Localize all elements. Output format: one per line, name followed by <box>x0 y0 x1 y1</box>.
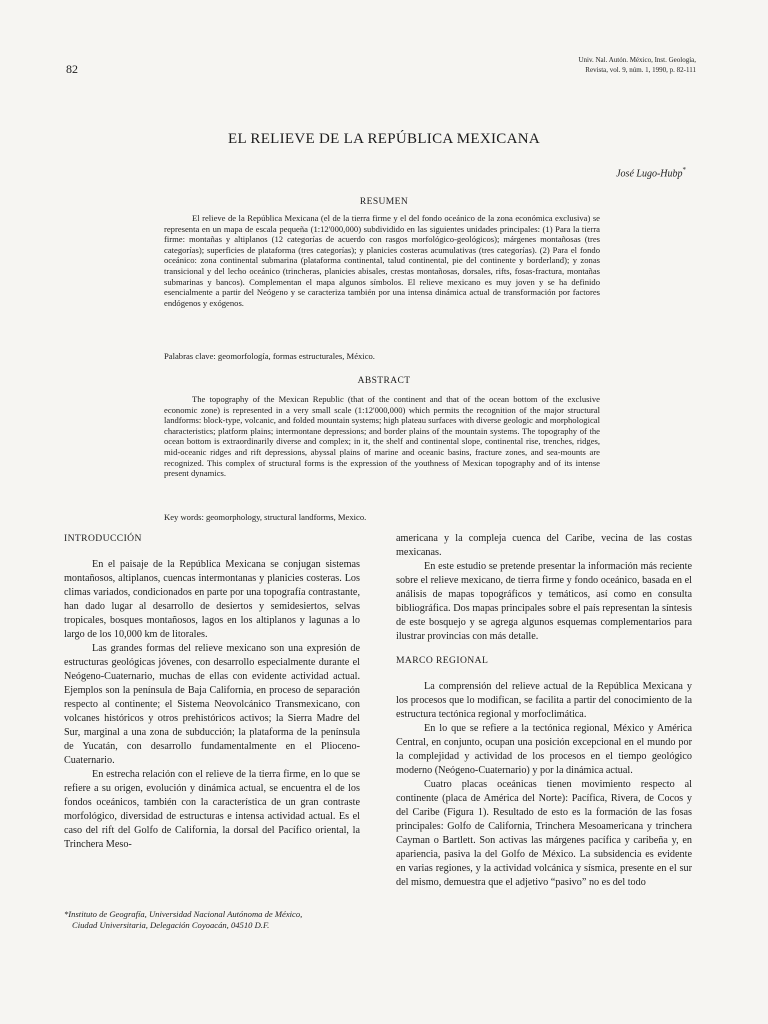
right-column <box>396 532 692 890</box>
journal-reference <box>496 55 696 75</box>
marco-regional-heading: MARCO REGIONAL <box>396 655 489 666</box>
marco-paragraph-1: La comprensión del relieve actual de la República Mexicana y los procesos que lo modifican, se facilita a partir del conocimiento de la estructura tectónica regional y morfoclimática. <box>396 681 692 720</box>
intro-paragraph-continued: americana y la compleja cuenca del Caribe, vecina de las costas mexicanas. <box>396 533 692 558</box>
marco-paragraph-3: Cuatro placas oceánicas tienen movimiento respecto al continente (placa de América del Norte): Pacífica, Rivera, de Cocos y del Caribe (Figura 1). Resultado de esto es la formación de las fosas principales: Golfo de California, Trinchera Mesoamericana y trinchera Cayman o Bartlett. Son activas las márgenes pacífica y caribeña y, en apariencia, pasiva la del Golfo de México. La subsidencia es evidente en varias regiones, y la actividad volcánica y sísmica, presente en el sur del mismo, demuestra que el adjetivo “pasivo” no es del todo <box>396 779 692 888</box>
left-column <box>64 532 360 852</box>
intro-paragraph-3: En estrecha relación con el relieve de la tierra firme, en lo que se refiere a su origen, evolución y dinámica actual, se encuentra el de los fondos oceánicos, también con la característica de un gran contraste morfológico, diversidad de estructuras e intensa actividad actual. Es el caso del rift del Golfo de California, la dorsal del Pacífico oriental, la Trinchera Meso- <box>64 769 360 850</box>
abstract-keywords: Key words: geomorphology, structural landforms, Mexico. <box>164 512 367 522</box>
resumen-text: El relieve de la República Mexicana (el de la tierra firme y el del fondo oceánico de la zona económica exclusiva) se representa en un mapa de escala pequeña (1:12'000,000) subdividido en las siguientes unidades principales: (1) Para la tierra firme: montañas y altiplanos (12 categorías de acuerdo con rasgos morfológico-geológicos); márgenes montañosas (tres categorías); superficies de plataforma (tres categorías); y planicies costeras acumulativas (tres categorías). (2) Para el fondo oceánico: zona continental submarina (plataforma continental, talud continental, pie del continente y borderland); y zonas transicional y del lecho oceánico (trincheras, planicies abisales, crestas montañosas, dorsales, rifts, fosas-fractura, montañas submarinas y bancos). Complementan el mapa algunos símbolos. El relieve mexicano es muy joven y se ha definido esencialmente a partir del Neógeno y se caracteriza también por una intensa dinámica actual de transformación por factores endógenos y exógenos. <box>164 213 600 308</box>
abstract-heading: ABSTRACT <box>357 376 411 386</box>
introduccion-heading: INTRODUCCIÓN <box>64 533 142 544</box>
author-footnote-marker: * <box>682 166 686 174</box>
resumen-heading: RESUMEN <box>359 197 409 207</box>
intro-paragraph-1: En el paisaje de la República Mexicana se conjugan sistemas montañosos, altiplanos, cuencas intermontanas y planicies costeras. Los climas variados, condicionados en parte por una topografía contrastante, han dado lugar al desarrollo de desiertos y semidesiertos, selvas tropicales, bosques montañosos, lagos en los altiplanos y lagunas a lo largo de los 10,000 km de litorales. <box>64 559 360 640</box>
article-title: EL RELIEVE DE LA REPÚBLICA MEXICANA <box>227 131 540 147</box>
marco-paragraph-2: En lo que se refiere a la tectónica regional, México y América Central, en conjunto, ocupan una posición excepcional en el mundo por la complejidad y actividad de los procesos en el tiempo geológico moderno (Neógeno-Cuaternario) y por la dinámica actual. <box>396 723 692 776</box>
resumen-keywords: Palabras clave: geomorfología, formas estructurales, México. <box>164 351 375 361</box>
intro-paragraph-2: Las grandes formas del relieve mexicano son una expresión de estructuras geológicas jóvenes, con desarrollo especialmente durante el Neógeno-Cuaternario, muchas de ellas con evidente actividad actual. Ejemplos son la península de Baja California, en proceso de separación respecto al continente; el Sistema Neovolcánico Transmexicano, con volcanes históricos y otros prehistóricos activos; la Sierra Madre del Sur, marginal a una zona de subducción; la plataforma de la península de Yucatán, con desarrollo fundamentalmente en el Plioceno-Cuaternario. <box>64 643 360 766</box>
author-affiliation-footnote <box>64 909 374 931</box>
abstract-text: The topography of the Mexican Republic (that of the continent and that of the ocean bottom of the exclusive economic zone) is represented in a very small scale (1:12'000,000) which permits the recognition of the major structural landforms: block-type, volcanic, and folded mountain systems; high plateau surfaces with diverse geologic and morphological characteristics; platform plains; intermontane depressions; and border plains of the mountain systems. The topography of the ocean bottom is extraordinarily diverse and complex; in it, the shelf and continental slope, continental rise, trenches, ridges, mid-oceanic ridges and rift depressions, abyssal plains of marine and oceanic basins, fracture zones, and sea-mounts are recognized. This complex of structural forms is the expression of the youthness of Mexican topography and of its intense present dynamics. <box>164 394 600 479</box>
abstract-body <box>164 394 600 479</box>
footnote-line-1: *Instituto de Geografía, Universidad Nacional Autónoma de México, <box>64 909 303 919</box>
author <box>616 166 686 179</box>
author-name: José Lugo-Hubp <box>616 168 683 180</box>
footnote-line-2: Ciudad Universitaria, Delegación Coyoacán, 04510 D.F. <box>72 920 270 930</box>
section-gap <box>396 644 692 654</box>
page-number: 82 <box>66 62 78 76</box>
journal-ref-line-2: Revista, vol. 9, núm. 1, 1990, p. 82-111 <box>585 66 696 74</box>
journal-ref-line-1: Univ. Nal. Autón. México, Inst. Geología, <box>578 56 696 64</box>
resumen-body <box>164 213 600 308</box>
intro-paragraph-4: En este estudio se pretende presentar la información más reciente sobre el relieve mexicano, de tierra firme y fondo oceánico, basada en el análisis de mapas topográficos y temáticos, así como en consulta bibliográfica. Dos mapas principales sobre el país representan la síntesis de este bosquejo y se agrega algunos esquemas complementarios para ilustrar provincias con más detalle. <box>396 561 692 642</box>
